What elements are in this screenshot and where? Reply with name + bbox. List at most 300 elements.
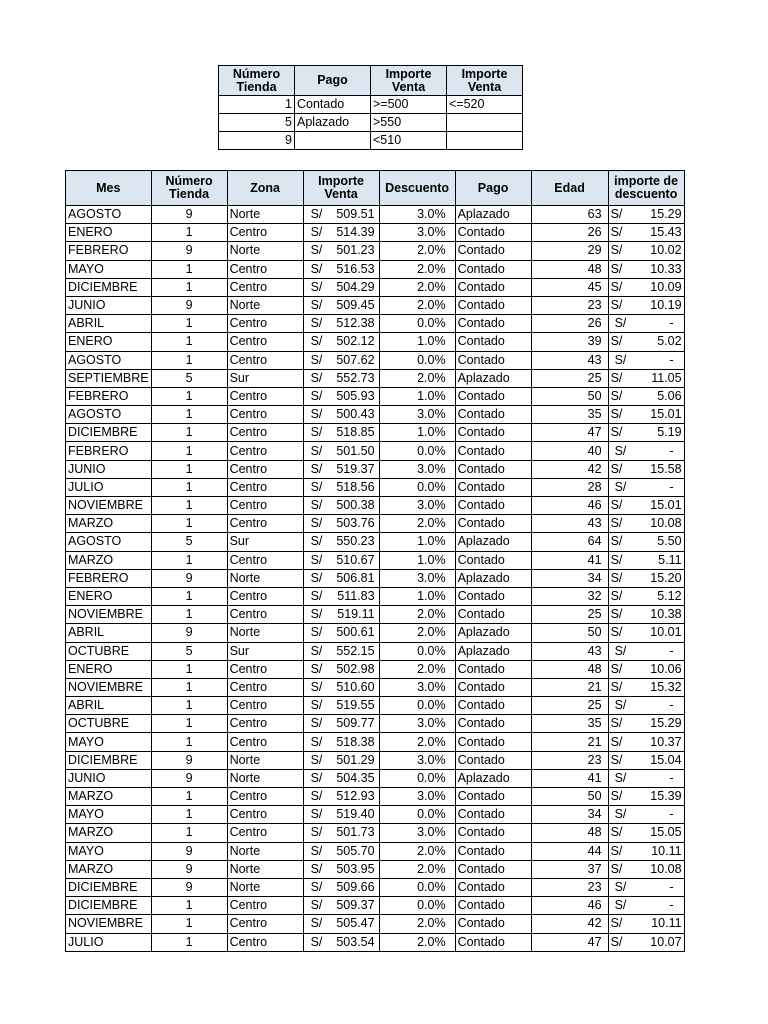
importe-descuento-cell[interactable] (608, 406, 684, 424)
criteria-importe-max-cell[interactable]: <=520 (447, 96, 523, 114)
descuento-cell[interactable]: 1.0% (379, 424, 455, 442)
tienda-cell[interactable]: 1 (151, 788, 227, 806)
edad-cell[interactable]: 34 (531, 569, 608, 587)
descuento-cell[interactable]: 2.0% (379, 242, 455, 260)
descuento-cell[interactable]: 2.0% (379, 369, 455, 387)
importe-venta-cell[interactable] (303, 933, 379, 951)
pago-cell[interactable]: Aplazado (455, 624, 531, 642)
importe-venta-cell[interactable] (303, 624, 379, 642)
edad-cell[interactable]: 43 (531, 515, 608, 533)
importe-venta-cell[interactable] (303, 442, 379, 460)
pago-cell[interactable]: Contado (455, 915, 531, 933)
pago-cell[interactable]: Contado (455, 878, 531, 896)
zona-cell[interactable]: Norte (227, 569, 303, 587)
importe-venta-cell[interactable] (303, 351, 379, 369)
criteria-tienda-cell[interactable]: 5 (219, 114, 295, 132)
mes-cell[interactable]: DICIEMBRE (66, 424, 152, 442)
zona-cell[interactable]: Centro (227, 824, 303, 842)
importe-descuento-cell[interactable] (608, 824, 684, 842)
importe-descuento-cell[interactable] (608, 842, 684, 860)
zona-cell[interactable]: Centro (227, 606, 303, 624)
descuento-cell[interactable]: 2.0% (379, 660, 455, 678)
pago-cell[interactable]: Contado (455, 824, 531, 842)
descuento-cell[interactable]: 3.0% (379, 206, 455, 224)
pago-cell[interactable]: Aplazado (455, 569, 531, 587)
pago-cell[interactable]: Contado (455, 315, 531, 333)
tienda-cell[interactable]: 9 (151, 751, 227, 769)
importe-descuento-cell[interactable] (608, 788, 684, 806)
pago-cell[interactable]: Contado (455, 733, 531, 751)
edad-cell[interactable]: 23 (531, 751, 608, 769)
pago-cell[interactable]: Contado (455, 715, 531, 733)
zona-cell[interactable]: Sur (227, 533, 303, 551)
tienda-cell[interactable]: 9 (151, 769, 227, 787)
criteria-importe-min-cell[interactable]: >550 (371, 114, 447, 132)
descuento-cell[interactable]: 0.0% (379, 769, 455, 787)
edad-cell[interactable]: 45 (531, 278, 608, 296)
mes-cell[interactable]: ABRIL (66, 315, 152, 333)
tienda-cell[interactable]: 1 (151, 515, 227, 533)
edad-cell[interactable]: 25 (531, 697, 608, 715)
descuento-cell[interactable]: 3.0% (379, 751, 455, 769)
edad-cell[interactable]: 25 (531, 369, 608, 387)
tienda-cell[interactable]: 1 (151, 478, 227, 496)
tienda-cell[interactable]: 9 (151, 842, 227, 860)
edad-cell[interactable]: 44 (531, 842, 608, 860)
importe-descuento-cell[interactable] (608, 424, 684, 442)
tienda-cell[interactable]: 5 (151, 533, 227, 551)
importe-venta-cell[interactable] (303, 387, 379, 405)
tienda-cell[interactable]: 1 (151, 406, 227, 424)
tienda-cell[interactable]: 9 (151, 569, 227, 587)
zona-cell[interactable]: Centro (227, 260, 303, 278)
importe-descuento-cell[interactable] (608, 460, 684, 478)
mes-cell[interactable]: OCTUBRE (66, 715, 152, 733)
importe-venta-cell[interactable] (303, 897, 379, 915)
pago-cell[interactable]: Contado (455, 751, 531, 769)
zona-cell[interactable]: Centro (227, 351, 303, 369)
zona-cell[interactable]: Centro (227, 678, 303, 696)
importe-descuento-cell[interactable] (608, 242, 684, 260)
edad-cell[interactable]: 50 (531, 788, 608, 806)
zona-cell[interactable]: Sur (227, 642, 303, 660)
edad-cell[interactable]: 41 (531, 769, 608, 787)
tienda-cell[interactable]: 1 (151, 224, 227, 242)
descuento-cell[interactable]: 2.0% (379, 606, 455, 624)
descuento-cell[interactable]: 2.0% (379, 278, 455, 296)
mes-cell[interactable]: NOVIEMBRE (66, 497, 152, 515)
edad-cell[interactable]: 46 (531, 497, 608, 515)
descuento-cell[interactable]: 2.0% (379, 260, 455, 278)
tienda-cell[interactable]: 1 (151, 897, 227, 915)
importe-venta-cell[interactable] (303, 206, 379, 224)
mes-cell[interactable]: ABRIL (66, 624, 152, 642)
importe-venta-cell[interactable] (303, 806, 379, 824)
tienda-cell[interactable]: 1 (151, 733, 227, 751)
edad-cell[interactable]: 64 (531, 533, 608, 551)
importe-venta-cell[interactable] (303, 915, 379, 933)
importe-descuento-cell[interactable] (608, 333, 684, 351)
descuento-cell[interactable]: 2.0% (379, 296, 455, 314)
importe-venta-cell[interactable] (303, 551, 379, 569)
pago-cell[interactable]: Contado (455, 424, 531, 442)
pago-cell[interactable]: Aplazado (455, 642, 531, 660)
descuento-cell[interactable]: 2.0% (379, 915, 455, 933)
importe-descuento-cell[interactable] (608, 933, 684, 951)
pago-cell[interactable]: Contado (455, 660, 531, 678)
importe-descuento-cell[interactable] (608, 442, 684, 460)
importe-descuento-cell[interactable] (608, 351, 684, 369)
importe-descuento-cell[interactable] (608, 697, 684, 715)
importe-venta-cell[interactable] (303, 333, 379, 351)
pago-cell[interactable]: Contado (455, 606, 531, 624)
importe-venta-cell[interactable] (303, 242, 379, 260)
importe-descuento-cell[interactable] (608, 606, 684, 624)
importe-venta-cell[interactable] (303, 878, 379, 896)
edad-cell[interactable]: 41 (531, 551, 608, 569)
descuento-cell[interactable]: 2.0% (379, 933, 455, 951)
tienda-cell[interactable]: 1 (151, 715, 227, 733)
mes-cell[interactable]: NOVIEMBRE (66, 606, 152, 624)
edad-cell[interactable]: 34 (531, 806, 608, 824)
importe-descuento-cell[interactable] (608, 569, 684, 587)
zona-cell[interactable]: Norte (227, 296, 303, 314)
mes-cell[interactable]: MAYO (66, 733, 152, 751)
descuento-cell[interactable]: 3.0% (379, 824, 455, 842)
edad-cell[interactable]: 63 (531, 206, 608, 224)
tienda-cell[interactable]: 1 (151, 442, 227, 460)
mes-cell[interactable]: MARZO (66, 788, 152, 806)
zona-cell[interactable]: Centro (227, 442, 303, 460)
descuento-cell[interactable]: 0.0% (379, 697, 455, 715)
mes-cell[interactable]: SEPTIEMBRE (66, 369, 152, 387)
descuento-cell[interactable]: 3.0% (379, 715, 455, 733)
zona-cell[interactable]: Norte (227, 242, 303, 260)
descuento-cell[interactable]: 3.0% (379, 460, 455, 478)
mes-cell[interactable]: AGOSTO (66, 406, 152, 424)
tienda-cell[interactable]: 1 (151, 351, 227, 369)
pago-cell[interactable]: Contado (455, 442, 531, 460)
zona-cell[interactable]: Norte (227, 624, 303, 642)
mes-cell[interactable]: DICIEMBRE (66, 878, 152, 896)
mes-cell[interactable]: MARZO (66, 515, 152, 533)
importe-venta-cell[interactable] (303, 515, 379, 533)
mes-cell[interactable]: JULIO (66, 478, 152, 496)
edad-cell[interactable]: 32 (531, 587, 608, 605)
importe-descuento-cell[interactable] (608, 278, 684, 296)
importe-venta-cell[interactable] (303, 224, 379, 242)
tienda-cell[interactable]: 1 (151, 460, 227, 478)
zona-cell[interactable]: Norte (227, 206, 303, 224)
descuento-cell[interactable]: 3.0% (379, 406, 455, 424)
mes-cell[interactable]: NOVIEMBRE (66, 678, 152, 696)
zona-cell[interactable]: Centro (227, 733, 303, 751)
edad-cell[interactable]: 43 (531, 642, 608, 660)
descuento-cell[interactable]: 0.0% (379, 478, 455, 496)
descuento-cell[interactable]: 3.0% (379, 788, 455, 806)
tienda-cell[interactable]: 1 (151, 387, 227, 405)
pago-cell[interactable]: Contado (455, 860, 531, 878)
tienda-cell[interactable]: 1 (151, 587, 227, 605)
descuento-cell[interactable]: 3.0% (379, 569, 455, 587)
zona-cell[interactable]: Centro (227, 424, 303, 442)
importe-venta-cell[interactable] (303, 788, 379, 806)
importe-venta-cell[interactable] (303, 751, 379, 769)
edad-cell[interactable]: 46 (531, 897, 608, 915)
zona-cell[interactable]: Norte (227, 878, 303, 896)
edad-cell[interactable]: 29 (531, 242, 608, 260)
importe-venta-cell[interactable] (303, 660, 379, 678)
tienda-cell[interactable]: 1 (151, 497, 227, 515)
zona-cell[interactable]: Norte (227, 860, 303, 878)
criteria-pago-cell[interactable]: Contado (295, 96, 371, 114)
zona-cell[interactable]: Centro (227, 587, 303, 605)
importe-venta-cell[interactable] (303, 406, 379, 424)
tienda-cell[interactable]: 9 (151, 206, 227, 224)
pago-cell[interactable]: Contado (455, 697, 531, 715)
zona-cell[interactable]: Centro (227, 224, 303, 242)
descuento-cell[interactable]: 2.0% (379, 624, 455, 642)
mes-cell[interactable]: ENERO (66, 660, 152, 678)
importe-descuento-cell[interactable] (608, 224, 684, 242)
mes-cell[interactable]: MAYO (66, 806, 152, 824)
mes-cell[interactable]: JULIO (66, 933, 152, 951)
zona-cell[interactable]: Centro (227, 551, 303, 569)
edad-cell[interactable]: 23 (531, 296, 608, 314)
pago-cell[interactable]: Contado (455, 933, 531, 951)
importe-venta-cell[interactable] (303, 315, 379, 333)
mes-cell[interactable]: JUNIO (66, 296, 152, 314)
pago-cell[interactable]: Contado (455, 678, 531, 696)
edad-cell[interactable]: 35 (531, 715, 608, 733)
importe-venta-cell[interactable] (303, 533, 379, 551)
pago-cell[interactable]: Contado (455, 460, 531, 478)
descuento-cell[interactable]: 2.0% (379, 860, 455, 878)
zona-cell[interactable]: Centro (227, 915, 303, 933)
tienda-cell[interactable]: 1 (151, 551, 227, 569)
pago-cell[interactable]: Aplazado (455, 533, 531, 551)
importe-descuento-cell[interactable] (608, 897, 684, 915)
edad-cell[interactable]: 35 (531, 406, 608, 424)
importe-descuento-cell[interactable] (608, 769, 684, 787)
tienda-cell[interactable]: 9 (151, 624, 227, 642)
tienda-cell[interactable]: 1 (151, 315, 227, 333)
mes-cell[interactable]: MAYO (66, 260, 152, 278)
tienda-cell[interactable]: 1 (151, 933, 227, 951)
descuento-cell[interactable]: 0.0% (379, 315, 455, 333)
importe-venta-cell[interactable] (303, 769, 379, 787)
edad-cell[interactable]: 23 (531, 878, 608, 896)
zona-cell[interactable]: Centro (227, 806, 303, 824)
importe-descuento-cell[interactable] (608, 533, 684, 551)
zona-cell[interactable]: Centro (227, 515, 303, 533)
criteria-pago-cell[interactable]: Aplazado (295, 114, 371, 132)
edad-cell[interactable]: 28 (531, 478, 608, 496)
tienda-cell[interactable]: 1 (151, 660, 227, 678)
edad-cell[interactable]: 48 (531, 660, 608, 678)
pago-cell[interactable]: Aplazado (455, 769, 531, 787)
edad-cell[interactable]: 26 (531, 315, 608, 333)
pago-cell[interactable]: Contado (455, 842, 531, 860)
edad-cell[interactable]: 37 (531, 860, 608, 878)
pago-cell[interactable]: Contado (455, 587, 531, 605)
importe-venta-cell[interactable] (303, 715, 379, 733)
importe-venta-cell[interactable] (303, 606, 379, 624)
pago-cell[interactable]: Contado (455, 260, 531, 278)
importe-venta-cell[interactable] (303, 733, 379, 751)
zona-cell[interactable]: Centro (227, 478, 303, 496)
mes-cell[interactable]: AGOSTO (66, 533, 152, 551)
edad-cell[interactable]: 21 (531, 678, 608, 696)
importe-descuento-cell[interactable] (608, 515, 684, 533)
pago-cell[interactable]: Contado (455, 224, 531, 242)
mes-cell[interactable]: NOVIEMBRE (66, 915, 152, 933)
importe-venta-cell[interactable] (303, 697, 379, 715)
mes-cell[interactable]: MAYO (66, 842, 152, 860)
importe-descuento-cell[interactable] (608, 642, 684, 660)
importe-descuento-cell[interactable] (608, 878, 684, 896)
edad-cell[interactable]: 48 (531, 824, 608, 842)
descuento-cell[interactable]: 1.0% (379, 587, 455, 605)
criteria-tienda-cell[interactable]: 9 (219, 132, 295, 150)
mes-cell[interactable]: ENERO (66, 224, 152, 242)
edad-cell[interactable]: 42 (531, 915, 608, 933)
tienda-cell[interactable]: 9 (151, 296, 227, 314)
tienda-cell[interactable]: 9 (151, 242, 227, 260)
descuento-cell[interactable]: 1.0% (379, 551, 455, 569)
edad-cell[interactable]: 50 (531, 624, 608, 642)
descuento-cell[interactable]: 2.0% (379, 733, 455, 751)
pago-cell[interactable]: Contado (455, 806, 531, 824)
edad-cell[interactable]: 39 (531, 333, 608, 351)
importe-descuento-cell[interactable] (608, 551, 684, 569)
mes-cell[interactable]: FEBRERO (66, 387, 152, 405)
tienda-cell[interactable]: 1 (151, 260, 227, 278)
zona-cell[interactable]: Norte (227, 751, 303, 769)
importe-descuento-cell[interactable] (608, 860, 684, 878)
descuento-cell[interactable]: 3.0% (379, 497, 455, 515)
mes-cell[interactable]: OCTUBRE (66, 642, 152, 660)
importe-descuento-cell[interactable] (608, 806, 684, 824)
importe-descuento-cell[interactable] (608, 715, 684, 733)
importe-descuento-cell[interactable] (608, 296, 684, 314)
descuento-cell[interactable]: 2.0% (379, 515, 455, 533)
importe-venta-cell[interactable] (303, 260, 379, 278)
zona-cell[interactable]: Centro (227, 387, 303, 405)
descuento-cell[interactable]: 0.0% (379, 878, 455, 896)
criteria-importe-min-cell[interactable]: <510 (371, 132, 447, 150)
pago-cell[interactable]: Contado (455, 406, 531, 424)
importe-venta-cell[interactable] (303, 569, 379, 587)
pago-cell[interactable]: Contado (455, 296, 531, 314)
criteria-importe-max-cell[interactable] (447, 114, 523, 132)
importe-venta-cell[interactable] (303, 278, 379, 296)
descuento-cell[interactable]: 1.0% (379, 533, 455, 551)
edad-cell[interactable]: 42 (531, 460, 608, 478)
importe-venta-cell[interactable] (303, 497, 379, 515)
mes-cell[interactable]: MARZO (66, 860, 152, 878)
tienda-cell[interactable]: 1 (151, 824, 227, 842)
tienda-cell[interactable]: 5 (151, 642, 227, 660)
tienda-cell[interactable]: 1 (151, 424, 227, 442)
importe-venta-cell[interactable] (303, 296, 379, 314)
descuento-cell[interactable]: 2.0% (379, 842, 455, 860)
importe-venta-cell[interactable] (303, 642, 379, 660)
pago-cell[interactable]: Contado (455, 788, 531, 806)
zona-cell[interactable]: Sur (227, 369, 303, 387)
edad-cell[interactable]: 40 (531, 442, 608, 460)
pago-cell[interactable]: Aplazado (455, 369, 531, 387)
pago-cell[interactable]: Contado (455, 897, 531, 915)
edad-cell[interactable]: 25 (531, 606, 608, 624)
descuento-cell[interactable]: 0.0% (379, 442, 455, 460)
pago-cell[interactable]: Contado (455, 515, 531, 533)
zona-cell[interactable]: Centro (227, 406, 303, 424)
importe-venta-cell[interactable] (303, 369, 379, 387)
pago-cell[interactable]: Contado (455, 351, 531, 369)
tienda-cell[interactable]: 1 (151, 278, 227, 296)
zona-cell[interactable]: Centro (227, 697, 303, 715)
mes-cell[interactable]: FEBRERO (66, 242, 152, 260)
mes-cell[interactable]: JUNIO (66, 460, 152, 478)
zona-cell[interactable]: Centro (227, 788, 303, 806)
importe-venta-cell[interactable] (303, 587, 379, 605)
mes-cell[interactable]: DICIEMBRE (66, 751, 152, 769)
tienda-cell[interactable]: 9 (151, 860, 227, 878)
descuento-cell[interactable]: 3.0% (379, 224, 455, 242)
mes-cell[interactable]: DICIEMBRE (66, 897, 152, 915)
edad-cell[interactable]: 26 (531, 224, 608, 242)
importe-venta-cell[interactable] (303, 478, 379, 496)
edad-cell[interactable]: 21 (531, 733, 608, 751)
tienda-cell[interactable]: 9 (151, 878, 227, 896)
zona-cell[interactable]: Norte (227, 769, 303, 787)
pago-cell[interactable]: Contado (455, 497, 531, 515)
edad-cell[interactable]: 48 (531, 260, 608, 278)
pago-cell[interactable]: Contado (455, 242, 531, 260)
importe-descuento-cell[interactable] (608, 478, 684, 496)
importe-venta-cell[interactable] (303, 678, 379, 696)
importe-descuento-cell[interactable] (608, 678, 684, 696)
descuento-cell[interactable]: 0.0% (379, 642, 455, 660)
tienda-cell[interactable]: 1 (151, 915, 227, 933)
tienda-cell[interactable]: 1 (151, 333, 227, 351)
criteria-importe-max-cell[interactable] (447, 132, 523, 150)
mes-cell[interactable]: ABRIL (66, 697, 152, 715)
edad-cell[interactable]: 47 (531, 424, 608, 442)
importe-descuento-cell[interactable] (608, 260, 684, 278)
mes-cell[interactable]: ENERO (66, 333, 152, 351)
mes-cell[interactable]: AGOSTO (66, 206, 152, 224)
tienda-cell[interactable]: 1 (151, 678, 227, 696)
zona-cell[interactable]: Centro (227, 497, 303, 515)
importe-descuento-cell[interactable] (608, 624, 684, 642)
importe-venta-cell[interactable] (303, 860, 379, 878)
importe-descuento-cell[interactable] (608, 915, 684, 933)
zona-cell[interactable]: Centro (227, 933, 303, 951)
importe-descuento-cell[interactable] (608, 497, 684, 515)
descuento-cell[interactable]: 0.0% (379, 806, 455, 824)
mes-cell[interactable]: MARZO (66, 551, 152, 569)
tienda-cell[interactable]: 1 (151, 806, 227, 824)
descuento-cell[interactable]: 0.0% (379, 897, 455, 915)
importe-descuento-cell[interactable] (608, 315, 684, 333)
tienda-cell[interactable]: 1 (151, 606, 227, 624)
importe-venta-cell[interactable] (303, 842, 379, 860)
zona-cell[interactable]: Centro (227, 897, 303, 915)
pago-cell[interactable]: Contado (455, 551, 531, 569)
edad-cell[interactable]: 50 (531, 387, 608, 405)
